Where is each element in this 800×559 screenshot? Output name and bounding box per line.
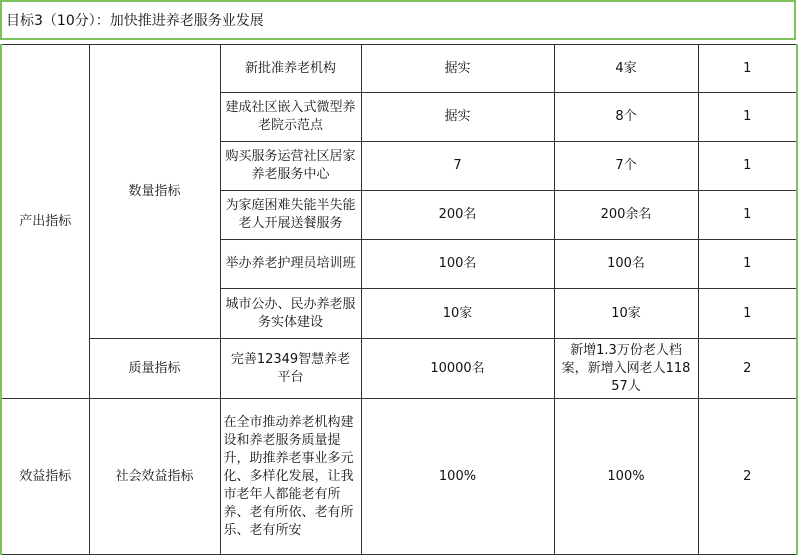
- target-cell: 100名: [361, 240, 554, 289]
- score-cell: 1: [698, 240, 797, 289]
- actual-cell: 100名: [554, 240, 698, 289]
- actual-cell: 8个: [554, 93, 698, 142]
- indicator-cell: [220, 142, 361, 191]
- indicator-cell: [220, 339, 361, 399]
- target-cell: 据实: [361, 93, 554, 142]
- subcategory-cell: 社会效益指标: [89, 399, 220, 555]
- table-title: [0, 0, 796, 40]
- actual-text: 新增1.3万份老人档案，新增入网老人11857人: [561, 342, 691, 394]
- score-cell: 1: [698, 142, 797, 191]
- target-cell: 10000名: [361, 339, 554, 399]
- table-row: [1, 399, 797, 555]
- indicator-cell: [220, 93, 361, 142]
- target-cell: 200名: [361, 191, 554, 240]
- indicator-text: 为家庭困难失能半失能老人开展送餐服务: [225, 198, 356, 231]
- indicator-text: 城市公办、民办养老服务实体建设: [225, 296, 356, 330]
- score-cell: 2: [698, 339, 797, 399]
- indicator-cell: [220, 191, 361, 240]
- title-text: 目标3（10分）：加快推进养老服务业发展: [6, 13, 264, 29]
- target-cell: 10家: [361, 289, 554, 339]
- indicator-cell: [220, 240, 361, 289]
- indicator-cell: 新批准养老机构: [220, 45, 361, 93]
- score-cell: 1: [698, 45, 797, 93]
- category-cell: 产出指标: [1, 45, 89, 399]
- indicator-cell: [220, 399, 361, 555]
- actual-cell: 200余名: [554, 191, 698, 240]
- actual-cell: 100%: [554, 399, 698, 555]
- indicator-text: 举办养老护理员培训班: [225, 256, 356, 271]
- subcategory-cell: 质量指标: [89, 339, 220, 399]
- indicator-text: 购买服务运营社区居家养老服务中心: [225, 149, 356, 182]
- score-cell: 1: [698, 191, 797, 240]
- score-cell: 2: [698, 399, 797, 555]
- target-cell: 据实: [361, 45, 554, 93]
- table-row: [1, 339, 797, 399]
- category-cell: 效益指标: [1, 399, 89, 555]
- actual-cell: 7个: [554, 142, 698, 191]
- indicator-text: 在全市推动养老机构建设和养老服务质量提升，助推养老事业多元化、多样化发展，让我市老年人都能老有所养、老有所依、老有所乐、老有所安: [223, 414, 354, 538]
- target-cell: 100%: [361, 399, 554, 555]
- target-cell: 7: [361, 142, 554, 191]
- table-row: [1, 45, 797, 93]
- actual-cell: 4家: [554, 45, 698, 93]
- indicator-table: [0, 44, 798, 555]
- score-cell: 1: [698, 289, 797, 339]
- indicator-text: 建成社区嵌入式微型养老院示范点: [225, 100, 356, 133]
- actual-cell: 10家: [554, 289, 698, 339]
- indicator-cell: [220, 289, 361, 339]
- score-cell: 1: [698, 93, 797, 142]
- subcategory-cell: 数量指标: [89, 45, 220, 339]
- indicator-text: 完善12349智慧养老平台: [230, 351, 351, 385]
- actual-cell: [554, 339, 698, 399]
